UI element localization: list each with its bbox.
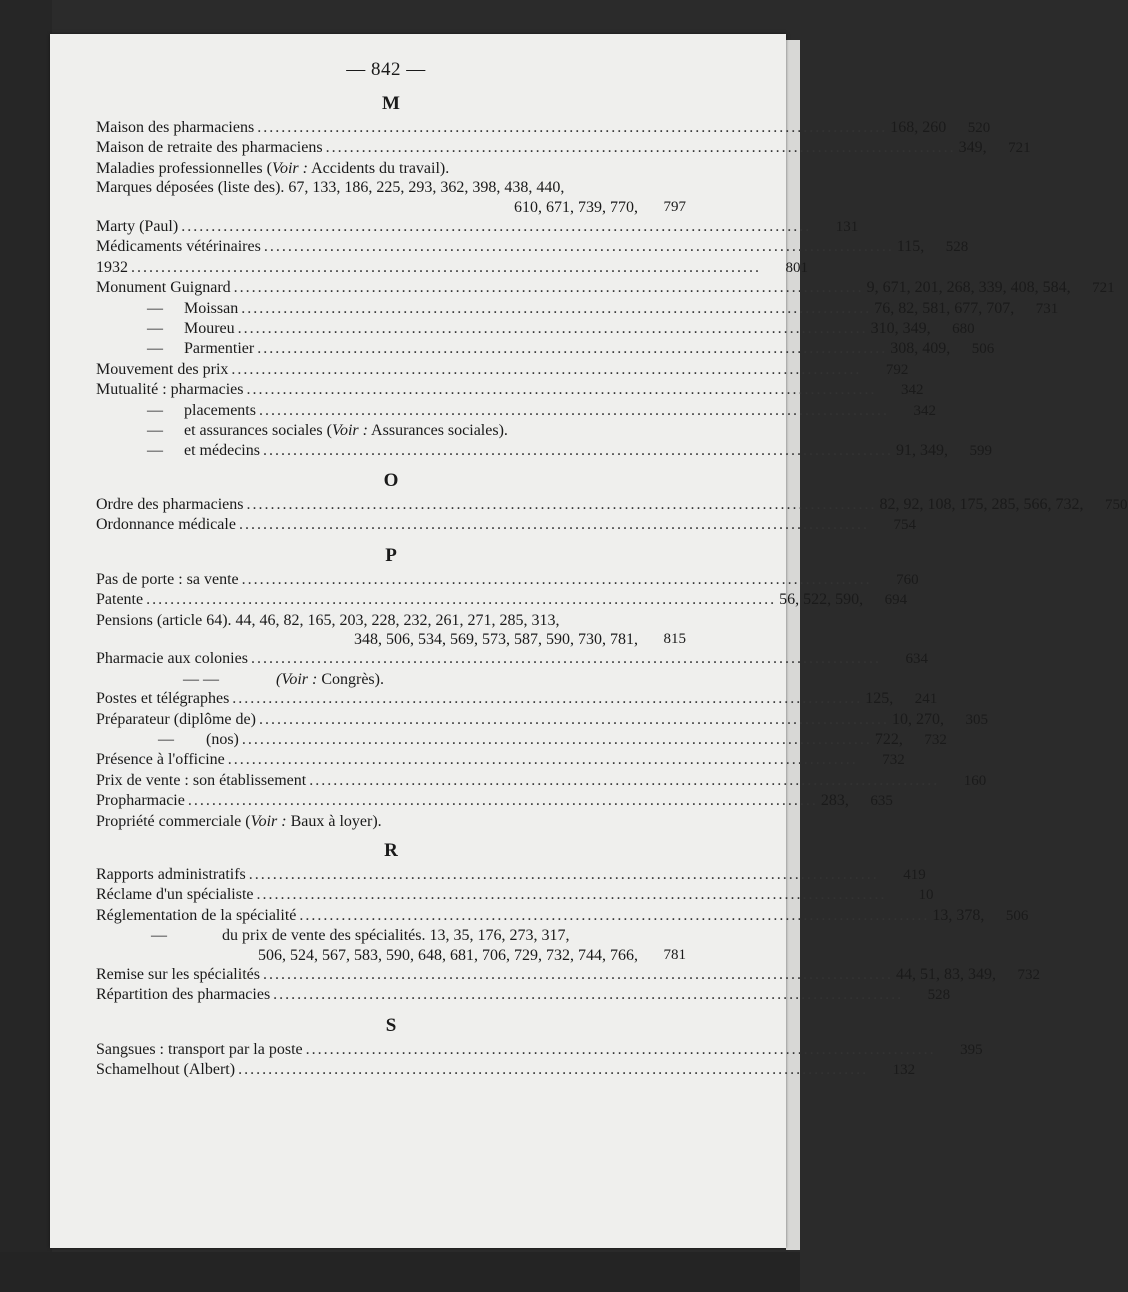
index-entry: Médicaments vétérinaires ......................................................................................................... 115, 528: [96, 238, 969, 256]
index-entry: Propharmacie ......................................................................................................... 283, 635: [96, 792, 893, 810]
index-entry: Prix de vente : son établissement ......................................................................................................... 160: [96, 771, 987, 789]
index-entry: Ordonnance médicale ......................................................................................................... 754: [96, 516, 916, 534]
index-entry: Remise sur les spécialités ......................................................................................................... 44, 51, 83, 349, 732: [96, 966, 1040, 984]
index-entry: Répartition des pharmacies ......................................................................................................... 528: [96, 986, 951, 1004]
index-entry: Maison de retraite des pharmaciens ......................................................................................................... 349, 721: [96, 139, 1031, 157]
index-entry: Patente ......................................................................................................... 56, 522, 590, 694: [96, 591, 908, 609]
index-entry: Mouvement des prix ......................................................................................................... 792: [96, 360, 909, 378]
index-entry: Pensions (article 64). 44, 46, 82, 165, 203, 228, 232, 261, 271, 285, 313,: [96, 611, 560, 629]
section-letter-o: O: [383, 469, 399, 491]
index-entry: Propriété commerciale (Voir : Baux à loyer).: [96, 812, 382, 830]
index-entry: Marty (Paul) ......................................................................................................... 131: [96, 218, 859, 236]
index-entry: Schamelhout (Albert) ......................................................................................................... 132: [96, 1061, 916, 1079]
scan-border-left: [0, 0, 52, 1292]
index-entry: Maladies professionnelles (Voir : Accidents du travail).: [96, 159, 450, 177]
index-entry: — Parmentier ......................................................................................................... 308, 409, 506: [147, 340, 995, 358]
index-entry: Pas de porte : sa vente ......................................................................................................... 760: [96, 570, 919, 588]
section-letter-r: R: [384, 840, 398, 861]
index-entry: — et médecins ......................................................................................................... 91, 349, 599: [147, 441, 992, 459]
index-entry: 1932 ......................................................................................................... 801: [96, 258, 808, 276]
index-entry: Préparateur (diplôme de) ......................................................................................................... 10, 270, 305: [96, 710, 988, 728]
page-number: — 842 —: [346, 59, 426, 80]
index-entry: Mutualité : pharmacies ......................................................................................................... 342: [96, 381, 924, 399]
index-entry: Rapports administratifs ......................................................................................................... 419: [96, 866, 926, 883]
index-entry-continuation: 610, 671, 739, 770, 797: [514, 198, 686, 216]
index-entry: Ordre des pharmaciens ......................................................................................................... 82, 92, 108, 175, 285, 566, 732, 750: [96, 495, 1128, 513]
index-entry: Monument Guignard ......................................................................................................... 9, 671, 201, 268, 339, 408, 584, 721: [96, 279, 1115, 297]
index-entry: — — (Voir : Congrès).: [183, 670, 384, 688]
index-entry-continuation: 506, 524, 567, 583, 590, 648, 681, 706, 729, 732, 744, 766, 781: [258, 946, 686, 964]
index-entry: — Moissan ......................................................................................................... 76, 82, 581, 677, 707, 731: [147, 299, 1059, 317]
index-entry: Marques déposées (liste des). 67, 133, 186, 225, 293, 362, 398, 438, 440,: [96, 179, 565, 197]
index-entry: — (nos) ......................................................................................................... 722, 732: [158, 730, 947, 748]
section-letter-p: P: [385, 544, 397, 566]
index-entry: Sangsues : transport par la poste ......................................................................................................... 395: [96, 1040, 983, 1058]
section-letter-m: M: [382, 93, 400, 114]
index-entry: Postes et télégraphes ......................................................................................................... 125, 241: [96, 690, 938, 708]
section-letter-s: S: [385, 1014, 397, 1036]
index-entry: Réclame d'un spécialiste ......................................................................................................... 10: [96, 886, 934, 904]
index-entry: — du prix de vente des spécialités. 13, 35, 176, 273, 317,: [151, 927, 570, 945]
scan-border-bottom: [0, 1252, 800, 1292]
index-content: [96, 56, 1128, 1081]
index-entry: Maison des pharmaciens ......................................................................................................... 168, 260 520: [96, 119, 991, 136]
index-entry-continuation: 348, 506, 534, 569, 573, 587, 590, 730, 781, 815: [354, 630, 686, 648]
index-entry: Pharmacie aux colonies ......................................................................................................... 634: [96, 650, 928, 668]
index-entry: Présence à l'officine ......................................................................................................... 732: [96, 751, 905, 769]
index-entry: — placements ......................................................................................................... 342: [147, 401, 936, 419]
index-entry: Réglementation de la spécialité ......................................................................................................... 13, 378, 506: [96, 906, 1029, 924]
index-entry: — Moureu ......................................................................................................... 310, 349, 680: [147, 320, 975, 338]
index-entry: — et assurances sociales (Voir : Assurances sociales).: [147, 422, 508, 440]
